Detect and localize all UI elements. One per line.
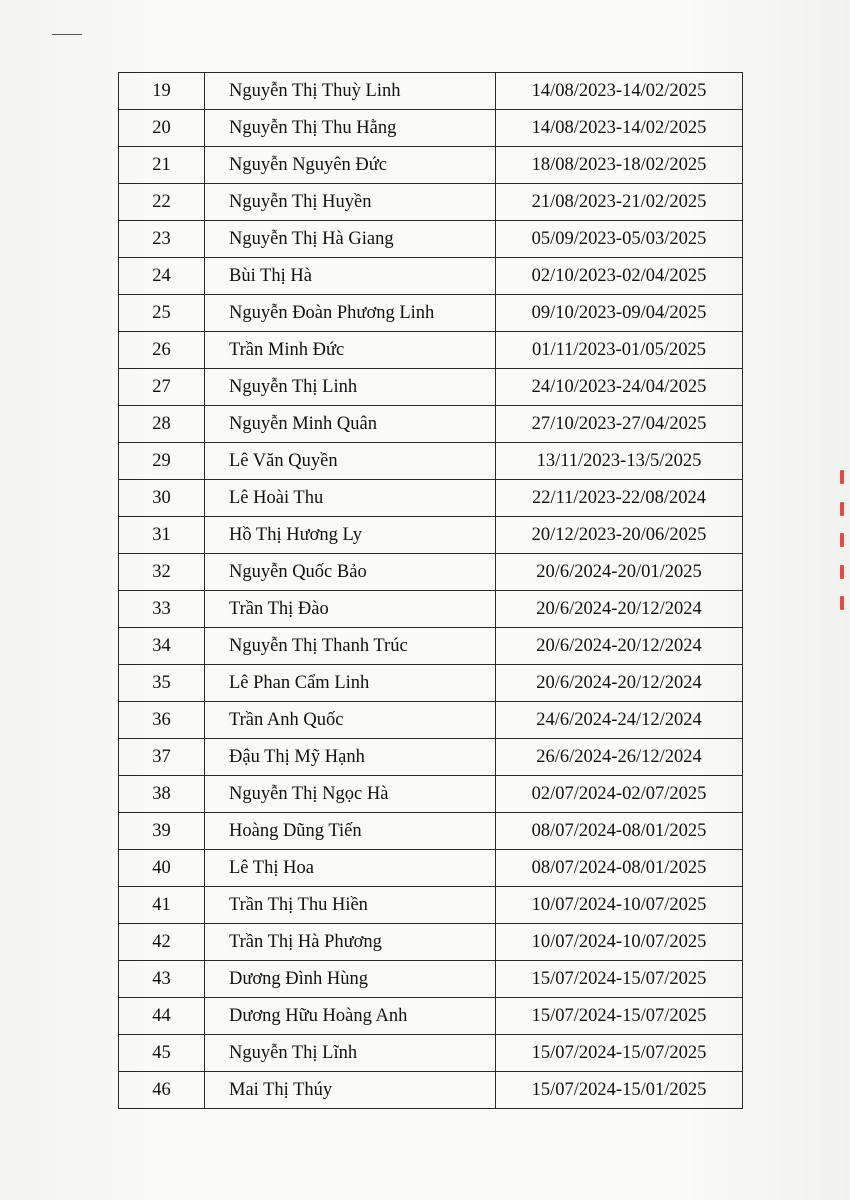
person-name: Mai Thị Thúy [205, 1072, 496, 1109]
row-number: 29 [119, 443, 205, 480]
table-row [119, 1035, 743, 1072]
person-name: Dương Hữu Hoàng Anh [205, 998, 496, 1035]
contract-period: 02/07/2024-02/07/2025 [496, 776, 743, 813]
person-name: Nguyễn Minh Quân [205, 406, 496, 443]
person-name: Nguyễn Đoàn Phương Linh [205, 295, 496, 332]
person-name: Trần Thị Thu Hiền [205, 887, 496, 924]
table-row [119, 554, 743, 591]
stamp-mark [840, 502, 844, 516]
person-name: Hoàng Dũng Tiến [205, 813, 496, 850]
person-name: Nguyễn Nguyên Đức [205, 147, 496, 184]
row-number: 39 [119, 813, 205, 850]
person-name: Lê Văn Quyền [205, 443, 496, 480]
contract-period: 20/6/2024-20/01/2025 [496, 554, 743, 591]
row-number: 24 [119, 258, 205, 295]
person-name: Nguyễn Quốc Bảo [205, 554, 496, 591]
table-row [119, 295, 743, 332]
contract-period: 27/10/2023-27/04/2025 [496, 406, 743, 443]
table-row [119, 406, 743, 443]
table-row [119, 924, 743, 961]
table-row [119, 1072, 743, 1109]
person-name: Trần Anh Quốc [205, 702, 496, 739]
contract-period: 08/07/2024-08/01/2025 [496, 850, 743, 887]
contract-period: 15/07/2024-15/01/2025 [496, 1072, 743, 1109]
table-row [119, 517, 743, 554]
contract-period: 15/07/2024-15/07/2025 [496, 1035, 743, 1072]
table-row [119, 665, 743, 702]
table-row [119, 887, 743, 924]
row-number: 21 [119, 147, 205, 184]
table-row [119, 369, 743, 406]
table-row [119, 258, 743, 295]
table-row [119, 998, 743, 1035]
row-number: 25 [119, 295, 205, 332]
table-row [119, 776, 743, 813]
table-row [119, 110, 743, 147]
person-name: Nguyễn Thị Ngọc Hà [205, 776, 496, 813]
person-name: Nguyễn Thị Hà Giang [205, 221, 496, 258]
person-name: Đậu Thị Mỹ Hạnh [205, 739, 496, 776]
scan-mark [44, 28, 86, 40]
row-number: 28 [119, 406, 205, 443]
person-name: Trần Minh Đức [205, 332, 496, 369]
contract-period: 10/07/2024-10/07/2025 [496, 887, 743, 924]
person-name: Dương Đình Hùng [205, 961, 496, 998]
contract-period: 13/11/2023-13/5/2025 [496, 443, 743, 480]
contract-period: 21/08/2023-21/02/2025 [496, 184, 743, 221]
row-number: 30 [119, 480, 205, 517]
row-number: 20 [119, 110, 205, 147]
row-number: 22 [119, 184, 205, 221]
table-row [119, 184, 743, 221]
table-row [119, 591, 743, 628]
table-row [119, 628, 743, 665]
row-number: 34 [119, 628, 205, 665]
row-number: 37 [119, 739, 205, 776]
table-row [119, 702, 743, 739]
person-name: Lê Hoài Thu [205, 480, 496, 517]
row-number: 45 [119, 1035, 205, 1072]
contract-period: 20/6/2024-20/12/2024 [496, 628, 743, 665]
person-name: Nguyễn Thị Thuỳ Linh [205, 73, 496, 110]
table-row [119, 332, 743, 369]
table-row [119, 147, 743, 184]
contract-period: 14/08/2023-14/02/2025 [496, 73, 743, 110]
table-row [119, 73, 743, 110]
person-name: Nguyễn Thị Thu Hằng [205, 110, 496, 147]
table-row [119, 739, 743, 776]
contract-period: 15/07/2024-15/07/2025 [496, 998, 743, 1035]
person-name: Trần Thị Hà Phương [205, 924, 496, 961]
contract-period: 01/11/2023-01/05/2025 [496, 332, 743, 369]
row-number: 33 [119, 591, 205, 628]
person-name: Bùi Thị Hà [205, 258, 496, 295]
row-number: 44 [119, 998, 205, 1035]
row-number: 41 [119, 887, 205, 924]
table-row [119, 480, 743, 517]
table-row [119, 443, 743, 480]
table-row [119, 813, 743, 850]
table-row [119, 221, 743, 258]
row-number: 32 [119, 554, 205, 591]
row-number: 36 [119, 702, 205, 739]
stamp-mark [840, 470, 844, 484]
contract-period: 24/6/2024-24/12/2024 [496, 702, 743, 739]
table-row [119, 961, 743, 998]
person-name: Lê Thị Hoa [205, 850, 496, 887]
contract-period: 14/08/2023-14/02/2025 [496, 110, 743, 147]
contract-period: 24/10/2023-24/04/2025 [496, 369, 743, 406]
contract-period: 18/08/2023-18/02/2025 [496, 147, 743, 184]
row-number: 42 [119, 924, 205, 961]
person-name: Lê Phan Cẩm Linh [205, 665, 496, 702]
row-number: 27 [119, 369, 205, 406]
person-name: Nguyễn Thị Linh [205, 369, 496, 406]
person-name: Hồ Thị Hương Ly [205, 517, 496, 554]
contract-period: 09/10/2023-09/04/2025 [496, 295, 743, 332]
personnel-table-body [119, 73, 743, 1109]
contract-period: 26/6/2024-26/12/2024 [496, 739, 743, 776]
stamp-mark [840, 596, 844, 610]
contract-period: 05/09/2023-05/03/2025 [496, 221, 743, 258]
person-name: Nguyễn Thị Lĩnh [205, 1035, 496, 1072]
row-number: 19 [119, 73, 205, 110]
contract-period: 02/10/2023-02/04/2025 [496, 258, 743, 295]
row-number: 46 [119, 1072, 205, 1109]
contract-period: 20/6/2024-20/12/2024 [496, 591, 743, 628]
row-number: 40 [119, 850, 205, 887]
stamp-mark [840, 533, 844, 547]
person-name: Trần Thị Đào [205, 591, 496, 628]
contract-period: 10/07/2024-10/07/2025 [496, 924, 743, 961]
contract-period: 15/07/2024-15/07/2025 [496, 961, 743, 998]
table-row [119, 850, 743, 887]
row-number: 38 [119, 776, 205, 813]
red-stamp-edge [836, 470, 848, 610]
row-number: 35 [119, 665, 205, 702]
personnel-table [118, 72, 743, 1109]
row-number: 23 [119, 221, 205, 258]
contract-period: 22/11/2023-22/08/2024 [496, 480, 743, 517]
row-number: 31 [119, 517, 205, 554]
row-number: 43 [119, 961, 205, 998]
contract-period: 20/6/2024-20/12/2024 [496, 665, 743, 702]
row-number: 26 [119, 332, 205, 369]
contract-period: 08/07/2024-08/01/2025 [496, 813, 743, 850]
person-name: Nguyễn Thị Huyền [205, 184, 496, 221]
contract-period: 20/12/2023-20/06/2025 [496, 517, 743, 554]
stamp-mark [840, 565, 844, 579]
person-name: Nguyễn Thị Thanh Trúc [205, 628, 496, 665]
